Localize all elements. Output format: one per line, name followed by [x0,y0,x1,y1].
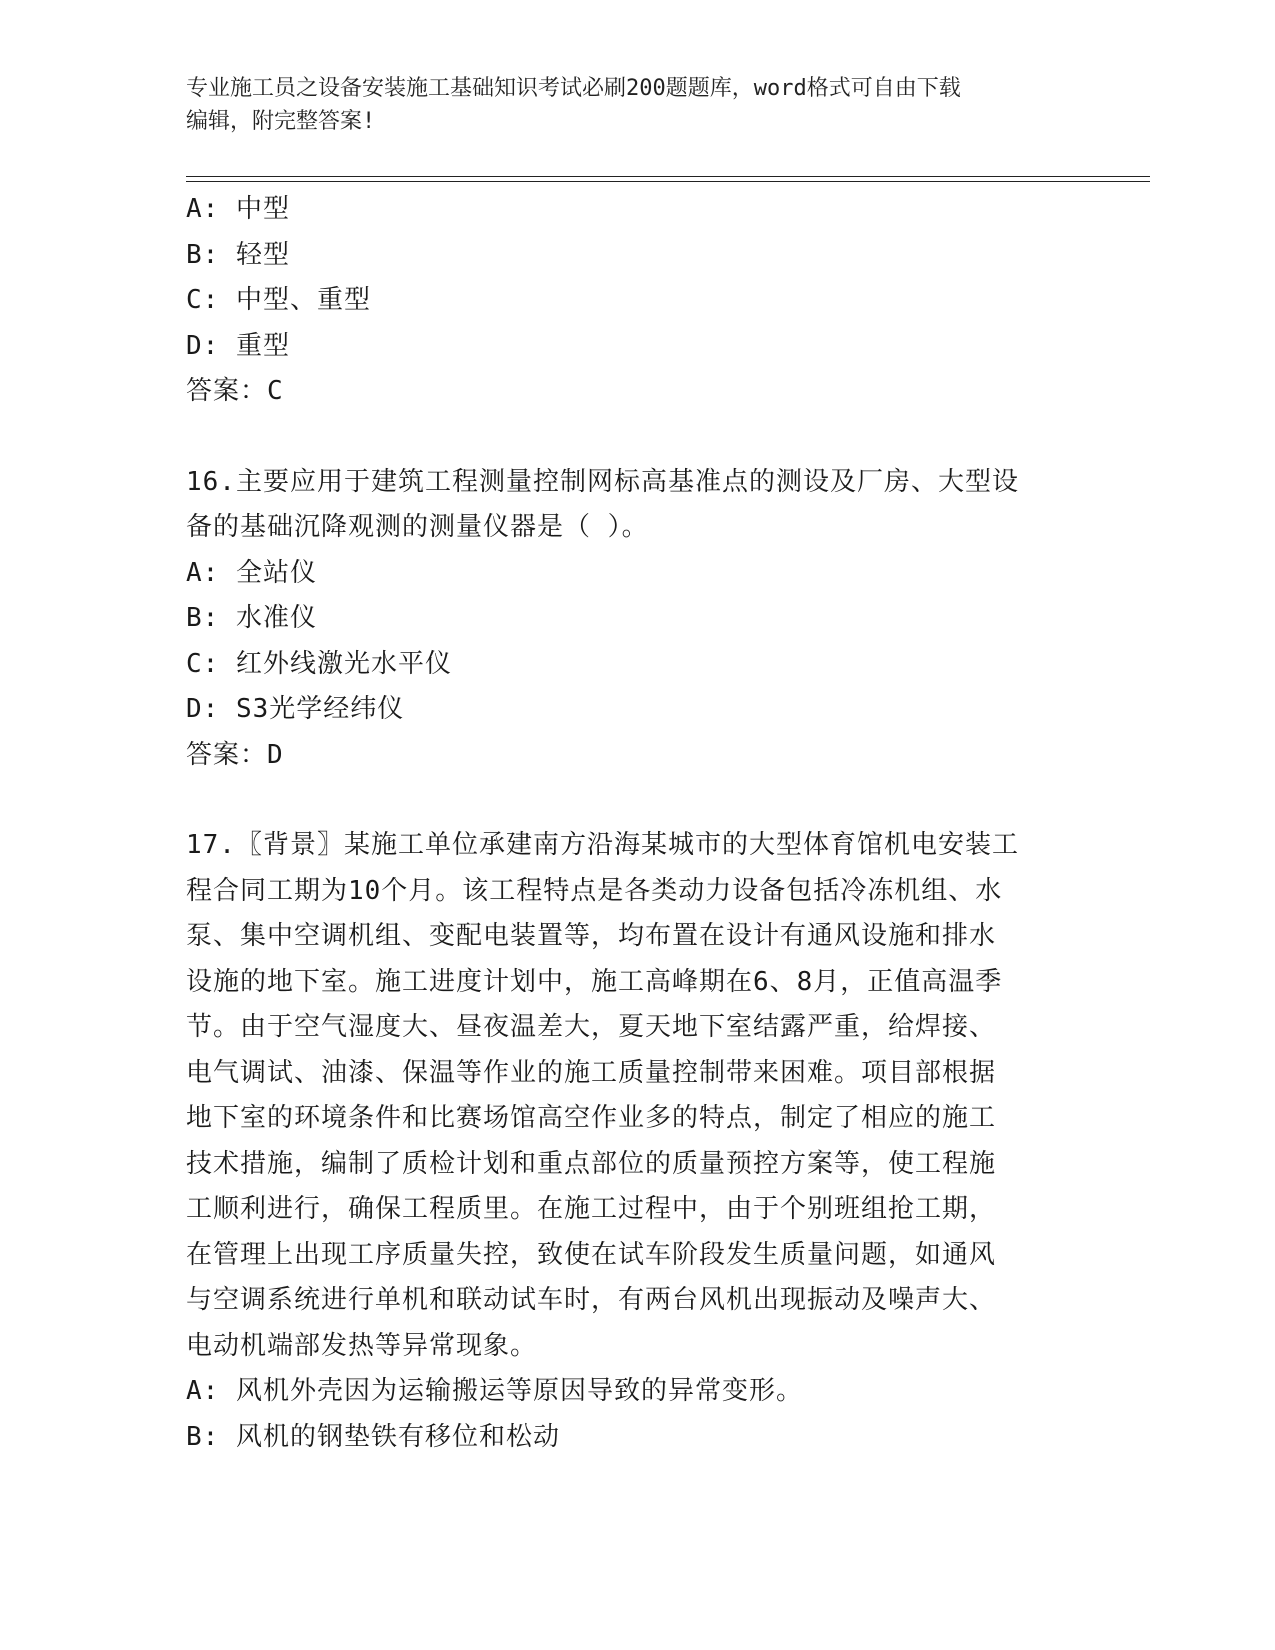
header-divider-bottom [186,181,1150,182]
question-17-options [186,1369,1086,1460]
spacer [186,778,1086,823]
question-line: 备的基础沉降观测的测量仪器是（ ）。 [186,512,649,542]
question-line: 在管理上出现工序质量失控，致使在试车阶段发生质量问题，如通风 [186,1239,997,1270]
header-title-line-1: 专业施工员之设备安装施工基础知识考试必刷200题题库，word格式可自由下载 [186,76,961,101]
question-line: 地下室的环境条件和比赛场馆高空作业多的特点，制定了相应的施工 [186,1103,997,1133]
option-c: C: 红外线激光水平仪 [186,648,452,679]
question-line: 与空调系统进行单机和联动试车时，有两台风机出现振动及噪声大、 [186,1285,997,1315]
question-16-stem [186,460,1086,551]
option-a: A: 中型 [186,194,290,224]
question-line: 节。由于空气湿度大、昼夜温差大，夏天地下室结露严重，给焊接、 [186,1012,997,1042]
question-line: 工顺利进行，确保工程质里。在施工过程中，由于个别班组抢工期， [186,1194,997,1224]
option-b: B: 水准仪 [186,603,317,633]
option-b: B: 风机的钢垫铁有移位和松动 [186,1421,560,1452]
question-line: 电动机端部发热等异常现象。 [186,1330,538,1361]
question-17-stem [186,823,1086,1369]
question-15-options [186,187,1086,369]
question-content [186,187,1086,1460]
question-line: 技术措施，编制了质检计划和重点部位的质量预控方案等，使工程施 [186,1148,997,1179]
question-line: 电气调试、油漆、保温等作业的施工质量控制带来困难。项目部根据 [186,1057,997,1088]
question-line: 程合同工期为10个月。该工程特点是各类动力设备包括冷冻机组、水 [186,875,1003,906]
question-16-options [186,551,1086,733]
document-header [186,72,1086,138]
question-line: 16.主要应用于建筑工程测量控制网标高基准点的测设及厂房、大型设 [186,466,1019,497]
spacer [186,415,1086,460]
question-line: 设施的地下室。施工进度计划中，施工高峰期在6、8月，正值高温季 [186,966,1003,997]
option-a: A: 全站仪 [186,557,317,588]
option-a: A: 风机外壳因为运输搬运等原因导致的异常变形。 [186,1376,803,1406]
header-divider-top [186,176,1150,177]
header-title-line-2: 编辑，附完整答案! [186,109,376,134]
question-line: 泵、集中空调机组、变配电装置等，均布置在设计有通风设施和排水 [186,921,997,951]
option-d: D: 重型 [186,330,290,361]
question-15-answer: 答案：C [186,376,284,406]
option-c: C: 中型、重型 [186,285,371,315]
option-d: D: S3光学经纬仪 [186,694,405,724]
question-16-answer: 答案：D [186,739,284,770]
option-b: B: 轻型 [186,239,290,270]
question-line: 17.〖背景〗某施工单位承建南方沿海某城市的大型体育馆机电安装工 [186,830,1019,860]
